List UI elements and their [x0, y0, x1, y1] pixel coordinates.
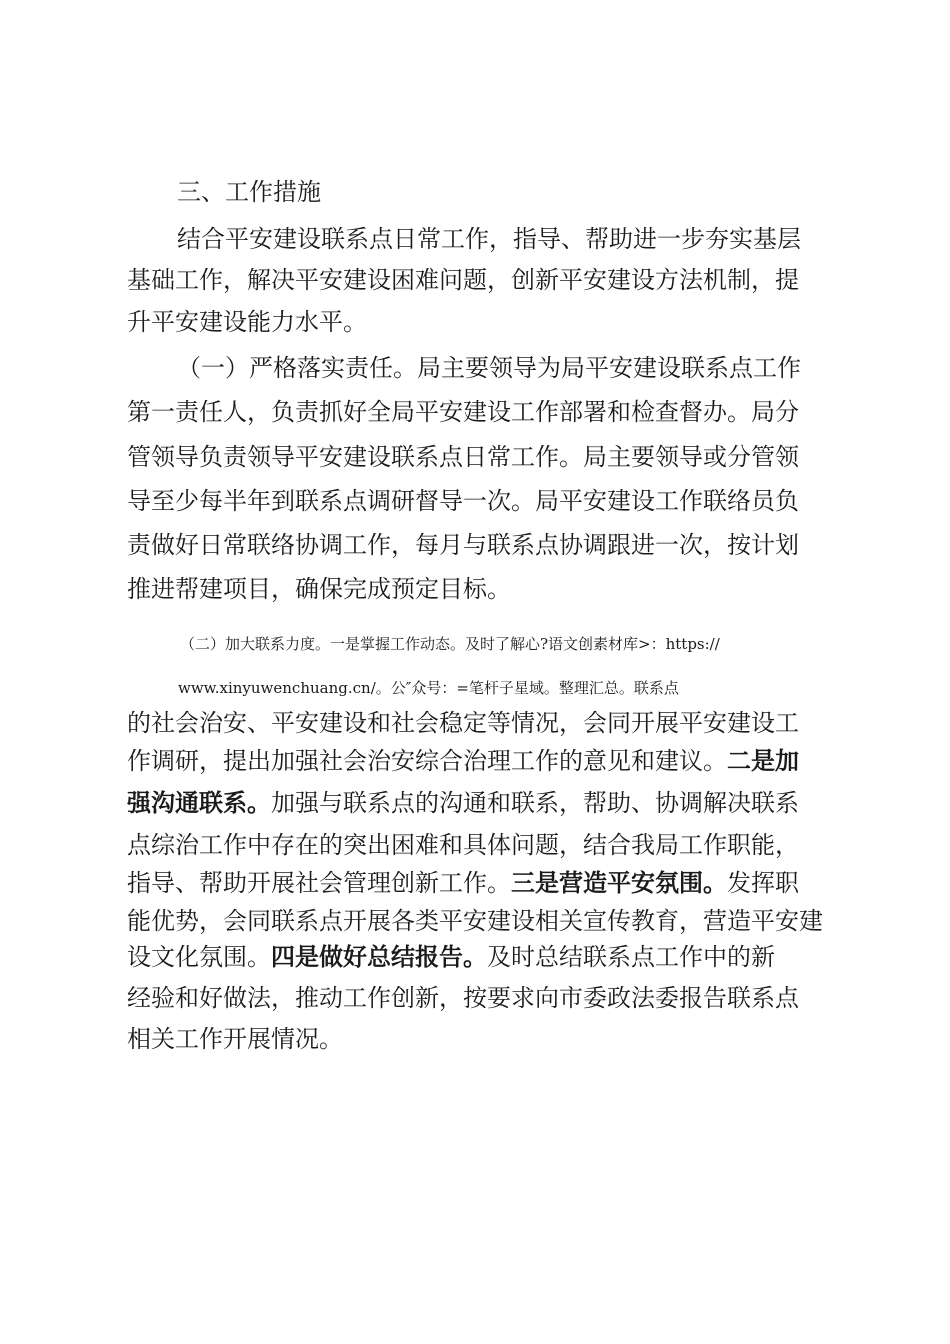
emphasis-two-cont: 强沟通联系。	[127, 789, 271, 817]
paragraph-3-line-7-text: 设文化氛围。	[127, 943, 271, 971]
paragraph-3-line-5-tail: 发挥职	[727, 869, 799, 897]
emphasis-four: 四是做好总结报告。	[271, 943, 487, 971]
paragraph-3-line-5-text: 指导、帮助开展社会管理创新工作。	[127, 869, 511, 897]
emphasis-two: 二是加	[727, 747, 799, 775]
emphasis-three: 三是营造平安氛围。	[511, 869, 727, 897]
paragraph-3-line-2-text: 作调研，提出加强社会治安综合治理工作的意见和建议。	[127, 747, 727, 775]
paragraph-2-line-1: （一）严格落实责任。局主要领导为局平安建设联系点工作	[177, 354, 801, 382]
paragraph-2-line-2: 第一责任人，负责抓好全局平安建设工作部署和检查督办。局分	[127, 398, 799, 426]
paragraph-2-line-3: 管领导负责领导平安建设联系点日常工作。局主要领导或分管领	[127, 443, 799, 471]
paragraph-3-line-8: 经验和好做法，推动工作创新，按要求向市委政法委报告联系点	[127, 984, 799, 1012]
paragraph-3-small-line-1: （二）加大联系力度。一是掌握工作动态。及时了解心?语文创素材库>：https://	[180, 635, 720, 653]
paragraph-3-line-7-tail: 及时总结联系点工作中的新	[487, 943, 775, 971]
paragraph-3-line-7	[127, 941, 775, 973]
paragraph-2-line-6: 推进帮建项目，确保完成预定目标。	[127, 575, 511, 603]
paragraph-3-line-2	[127, 745, 799, 777]
paragraph-3-line-9: 相关工作开展情况。	[127, 1025, 343, 1053]
section-heading: 三、工作措施	[177, 178, 321, 206]
paragraph-3-line-4: 点综治工作中存在的突出困难和具体问题，结合我局工作职能，	[127, 831, 799, 859]
paragraph-3-line-3	[127, 787, 799, 819]
paragraph-3-line-6: 能优势，会同联系点开展各类平安建设相关宣传教育，营造平安建	[127, 907, 823, 935]
paragraph-3-small-line-2: www.xinyuwenchuang.cn/。公″众号：=笔杆子星域。整理汇总。联系点	[178, 679, 679, 697]
paragraph-1-line-1: 结合平安建设联系点日常工作，指导、帮助进一步夯实基层	[177, 225, 801, 253]
paragraph-1-line-2: 基础工作，解决平安建设困难问题，创新平安建设方法机制，提	[127, 266, 799, 294]
paragraph-3-line-1: 的社会治安、平安建设和社会稳定等情况，会同开展平安建设工	[127, 709, 799, 737]
paragraph-2-line-4: 导至少每半年到联系点调研督导一次。局平安建设工作联络员负	[127, 487, 799, 515]
paragraph-1-line-3: 升平安建设能力水平。	[127, 308, 367, 336]
paragraph-3-line-3-text: 加强与联系点的沟通和联系，帮助、协调解决联系	[271, 789, 799, 817]
paragraph-2-line-5: 责做好日常联络协调工作，每月与联系点协调跟进一次，按计划	[127, 531, 799, 559]
paragraph-3-line-5	[127, 867, 799, 899]
